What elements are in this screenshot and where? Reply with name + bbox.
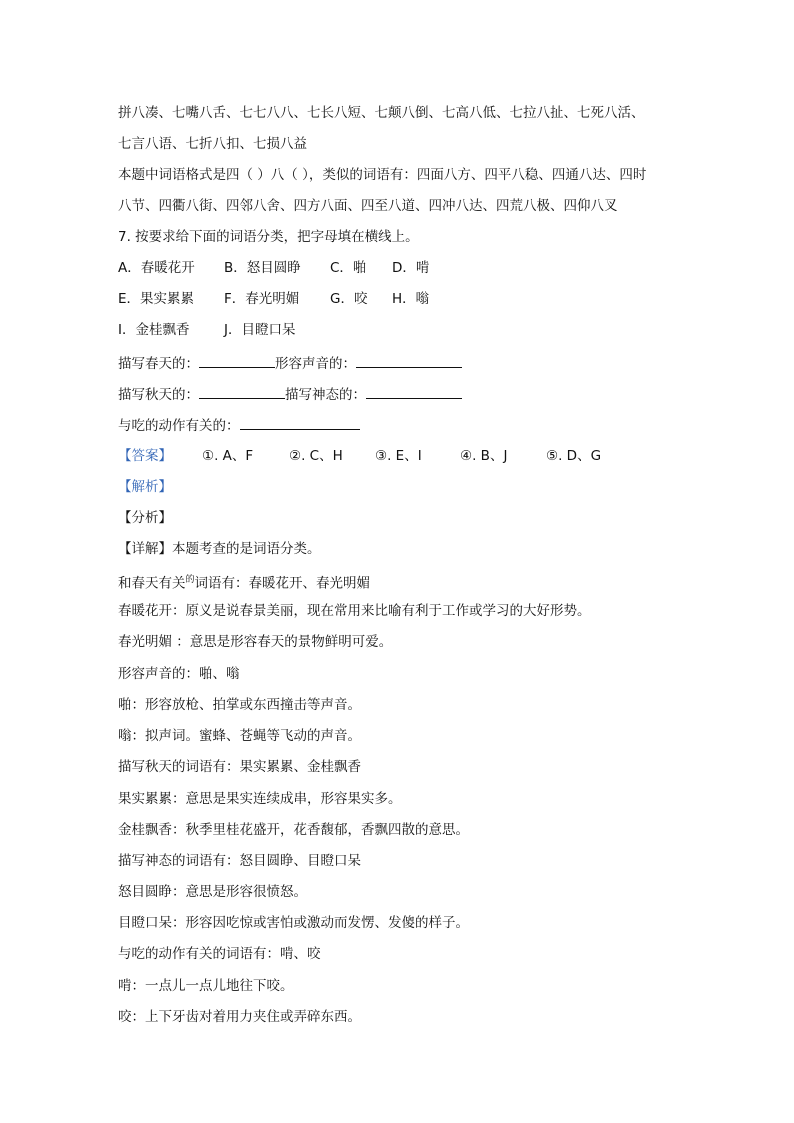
answer-blank-spring[interactable] — [199, 353, 275, 368]
text-line: 啃：一点儿一点儿地往下咬。 — [118, 978, 294, 994]
text-line: 金桂飘香：秋季里桂花盛开，花香馥郁，香飘四散的意思。 — [118, 822, 469, 838]
text-line: 七言八语、七折八扣、七损八益 — [118, 136, 307, 152]
option-row — [118, 290, 429, 308]
answer-item: ③. E、I — [375, 448, 422, 464]
option-f: F．春光明媚 — [224, 291, 300, 307]
option-i: I．金桂飘香 — [118, 322, 190, 338]
answer-blank-sound[interactable] — [356, 353, 462, 368]
option-h: H．嗡 — [392, 291, 430, 307]
fill-row — [118, 415, 360, 435]
text-line: 果实累累：意思是果实连续成串，形容果实多。 — [118, 791, 402, 807]
option-c: C．啪 — [330, 260, 367, 276]
text-line: 春暖花开：原义是说春景美丽，现在常用来比喻有利于工作或学习的大好形势。 — [118, 603, 591, 619]
fill-label-expression: 描写神态的： — [285, 387, 366, 403]
text-line: 本题中词语格式是四（ ）八（ ），类似的词语有：四面八方、四平八稳、四通八达、四时 — [118, 167, 647, 183]
text-line: 怒目圆睁：意思是形容很愤怒。 — [118, 884, 307, 900]
option-g: G．咬 — [330, 291, 368, 307]
text-line — [118, 571, 370, 593]
option-row — [118, 321, 295, 339]
option-e: E．果实累累 — [118, 291, 195, 307]
answer-item: ⑤. D、G — [546, 448, 602, 464]
analysis-tag: 【解析】 — [118, 479, 172, 495]
option-j: J．目瞪口呆 — [224, 322, 296, 338]
text-line: 八节、四衢八街、四邻八舍、四方八面、四至八道、四冲八达、四荒八极、四仰八叉 — [118, 198, 618, 214]
fill-label-spring: 描写春天的： — [118, 356, 199, 372]
text-fragment: 和春天有关 — [118, 575, 186, 592]
text-line: 与吃的动作有关的词语有：啃、咬 — [118, 946, 321, 962]
text-line: 咬：上下牙齿对着用力夹住或弄碎东西。 — [118, 1009, 361, 1025]
answer-tag: 【答案】 — [118, 448, 172, 464]
answer-item: ④. B、J — [460, 448, 508, 464]
text-line: 拼八凑、七嘴八舌、七七八八、七长八短、七颠八倒、七高八低、七拉八扯、七死八活、 — [118, 105, 645, 121]
option-b: B．怒目圆睁 — [224, 260, 301, 276]
answer-blank-eating[interactable] — [240, 415, 360, 430]
answer-row — [118, 447, 601, 465]
text-line: 春光明媚 ：意思是形容春天的景物鲜明可爱。 — [118, 634, 393, 650]
text-line: 描写神态的词语有：怒目圆睁、目瞪口呆 — [118, 853, 361, 869]
fill-label-sound: 形容声音的： — [275, 356, 356, 372]
text-fragment: 词语有：春暖花开、春光明媚 — [194, 575, 371, 592]
section-heading: 【分析】 — [118, 510, 172, 526]
text-line: 描写秋天的词语有：果实累累、金桂飘香 — [118, 759, 361, 775]
option-a: A．春暖花开 — [118, 260, 195, 276]
text-fragment: 的 — [185, 575, 195, 585]
text-line: 嗡：拟声词。蜜蜂、苍蝇等飞动的声音。 — [118, 728, 361, 744]
fill-label-eating: 与吃的动作有关的： — [118, 418, 240, 434]
fill-row — [118, 384, 462, 404]
question-7-title: 7. 按要求给下面的词语分类，把字母填在横线上。 — [118, 229, 419, 245]
text-line: 目瞪口呆：形容因吃惊或害怕或激动而发愣、发傻的样子。 — [118, 915, 469, 931]
text-line: 啪：形容放枪、拍掌或东西撞击等声音。 — [118, 697, 361, 713]
section-heading: 【详解】本题考查的是词语分类。 — [118, 541, 321, 557]
fill-label-autumn: 描写秋天的： — [118, 387, 199, 403]
option-d: D．啃 — [392, 260, 430, 276]
answer-item: ②. C、H — [289, 448, 343, 464]
text-line: 形容声音的：啪、嗡 — [118, 666, 240, 682]
answer-blank-expression[interactable] — [366, 384, 462, 399]
answer-blank-autumn[interactable] — [199, 384, 285, 399]
answer-item: ①. A、F — [202, 448, 254, 464]
fill-row — [118, 353, 462, 373]
option-row — [118, 259, 429, 277]
